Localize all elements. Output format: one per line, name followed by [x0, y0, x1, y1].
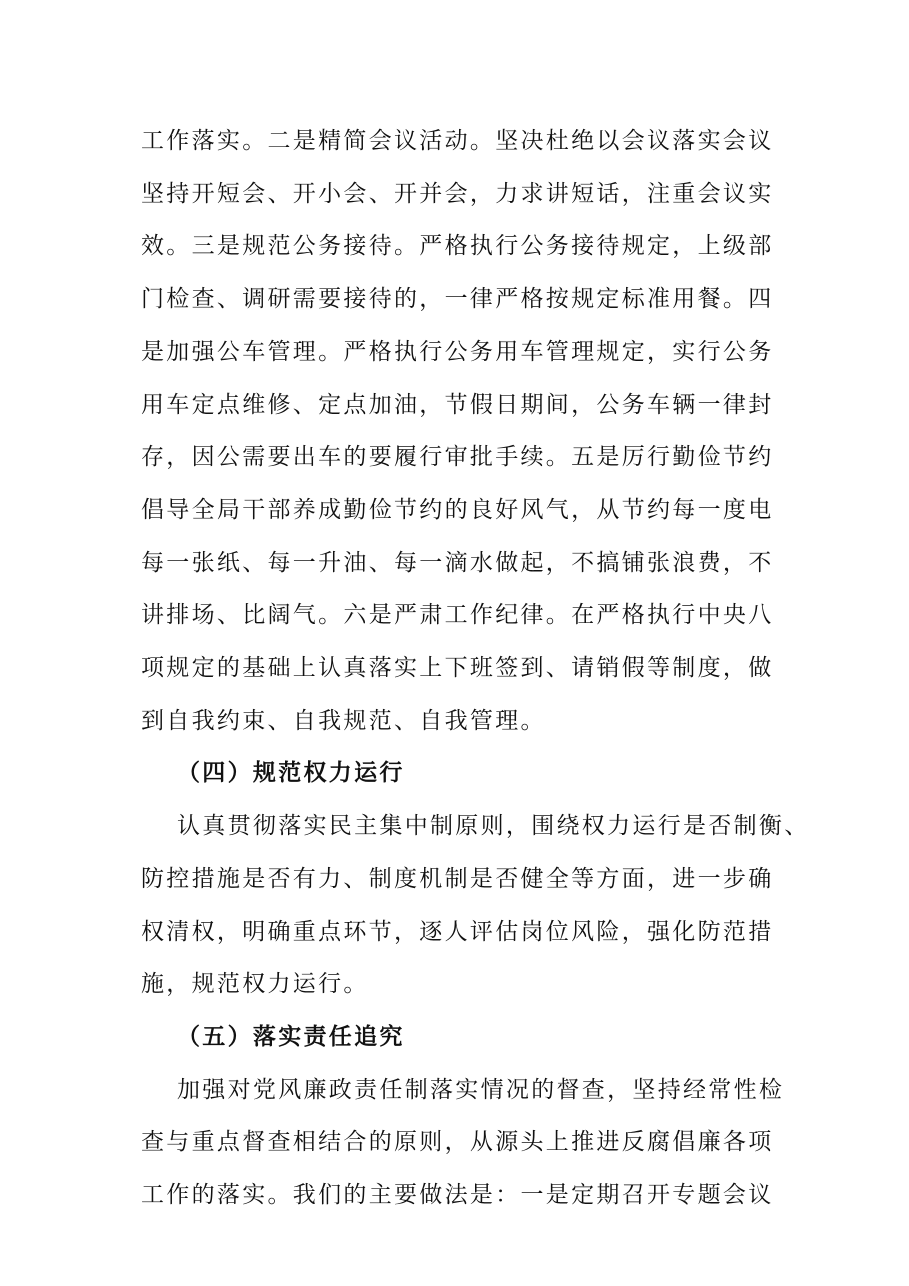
- section-heading: （五）落实责任追究: [177, 1024, 405, 1050]
- paragraph-line: 工作的落实。我们的主要做法是：一是定期召开专题会议: [141, 1182, 774, 1208]
- paragraph-line: 坚持开短会、开小会、开并会，力求讲短话，注重会议实: [141, 181, 774, 207]
- paragraph-line: 每一张纸、每一升油、每一滴水做起，不搞铺张浪费，不: [141, 550, 774, 576]
- paragraph-line: 讲排场、比阔气。六是严肃工作纪律。在严格执行中央八: [141, 602, 774, 628]
- paragraph-line: 防控措施是否有力、制度机制是否健全等方面，进一步确: [141, 866, 774, 892]
- paragraph-line: 用车定点维修、定点加油，节假日期间，公务车辆一律封: [141, 392, 774, 418]
- paragraph-line: 是加强公车管理。严格执行公务用车管理规定，实行公务: [141, 339, 774, 365]
- paragraph-line: 权清权，明确重点环节，逐人评估岗位风险，强化防范措: [141, 919, 774, 945]
- paragraph-line: 查与重点督查相结合的原则，从源头上推进反腐倡廉各项: [141, 1129, 774, 1155]
- paragraph-line: 存，因公需要出车的要履行审批手续。五是厉行勤俭节约: [141, 444, 774, 470]
- section-heading: （四）规范权力运行: [177, 760, 405, 786]
- paragraph-line: 工作落实。二是精简会议活动。坚决杜绝以会议落实会议: [141, 128, 774, 154]
- paragraph-line: 认真贯彻落实民主集中制原则，围绕权力运行是否制衡、: [177, 813, 810, 839]
- paragraph-line: 加强对党风廉政责任制落实情况的督查，坚持经常性检: [177, 1077, 785, 1103]
- paragraph-line: 效。三是规范公务接待。严格执行公务接待规定，上级部: [141, 233, 774, 259]
- paragraph-line: 施，规范权力运行。: [141, 971, 369, 997]
- paragraph-line: 到自我约束、自我规范、自我管理。: [141, 708, 546, 734]
- paragraph-line: 门检查、调研需要接待的，一律严格按规定标准用餐。四: [141, 286, 774, 312]
- paragraph-line: 倡导全局干部养成勤俭节约的良好风气，从节约每一度电: [141, 497, 774, 523]
- paragraph-line: 项规定的基础上认真落实上下班签到、请销假等制度，做: [141, 655, 774, 681]
